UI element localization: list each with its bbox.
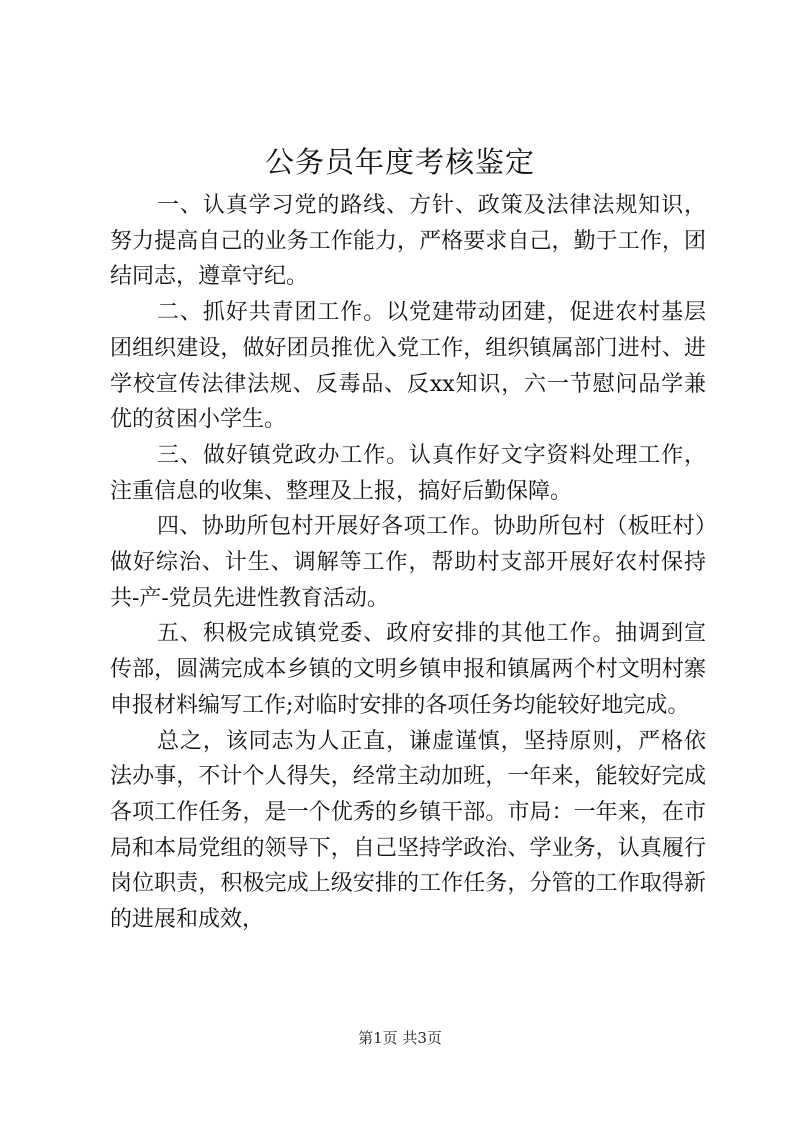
paragraph-4: 四、协助所包村开展好各项工作。协助所包村（板旺村）做好综治、计生、调解等工作，帮助村支部开展好农村保持共-产-党员先进性教育活动。 [110, 514, 706, 611]
paragraph-5: 五、积极完成镇党委、政府安排的其他工作。抽调到宣传部，圆满完成本乡镇的文明乡镇申报和镇属两个村文明村寨申报材料编写工作;对临时安排的各项任务均能较好地完成。 [110, 621, 706, 718]
paragraph-1: 一、认真学习党的路线、方针、政策及法律法规知识，努力提高自己的业务工作能力，严格要求自己，勤于工作，团结同志，遵章守纪。 [110, 193, 706, 290]
page-footer: 第1页 共3页 [358, 1029, 442, 1047]
paragraph-3: 三、做好镇党政办工作。认真作好文字资料处理工作，注重信息的收集、整理及上报，搞好后勤保障。 [110, 442, 706, 504]
document-body [110, 188, 706, 938]
paragraph-6: 总之，该同志为人正直，谦虚谨慎，坚持原则，严格依法办事，不计个人得失，经常主动加班，一年来，能较好完成各项工作任务，是一个优秀的乡镇干部。市局：一年来，在市局和本局党组的领导下，自己坚持学政治、学业务，认真履行岗位职责，积极完成上级安排的工作任务，分管的工作取得新的进展和成效， [110, 728, 706, 933]
paragraph-2: 二、抓好共青团工作。以党建带动团建，促进农村基层团组织建设，做好团员推优入党工作，组织镇属部门进村、进学校宣传法律法规、反毒品、反xx知识，六一节慰问品学兼优的贫困小学生。 [110, 300, 706, 433]
document-title: 公务员年度考核鉴定 [264, 145, 535, 179]
